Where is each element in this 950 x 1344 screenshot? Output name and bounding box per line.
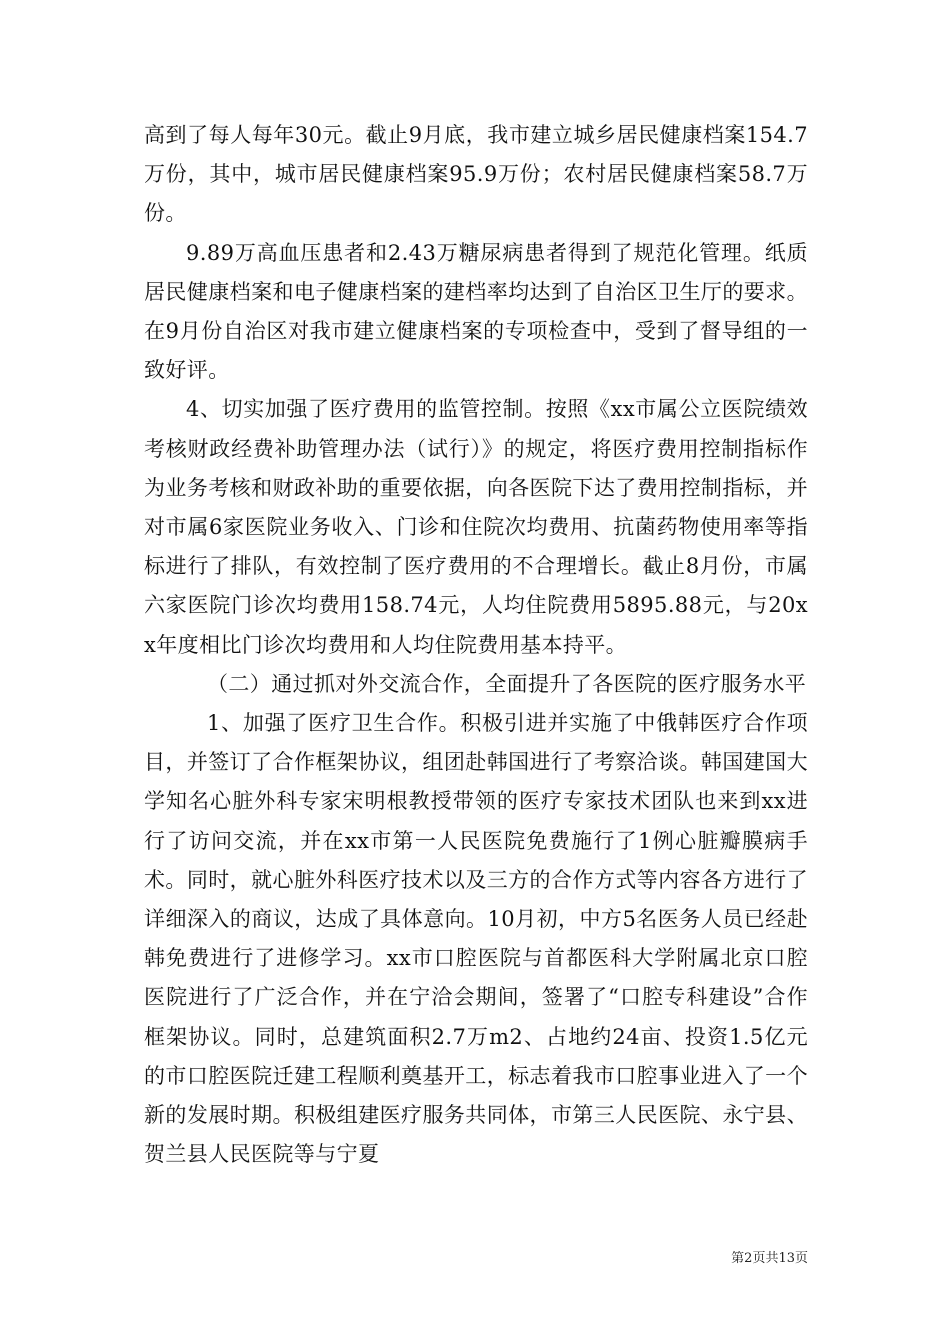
section-heading: （二）通过抓对外交流合作，全面提升了各医院的医疗服务水平 [207,671,807,696]
paragraph-cost-control: 4、切实加强了医疗费用的监管控制。按照《xx市属公立医院绩效考核财政经费补助管理办法（试行）》的规定，将医疗费用控制指标作为业务考核和财政补助的重要依据，向各医院下达了费用控制指标，并对市属6家医院业务收入、门诊和住院次均费用、抗菌药物使用率等指标进行了排队，有效控制了医疗费用的不合理增长。截止8月份，市属六家医院门诊次均费用158.74元，人均住院费用5895.88元，与20xx年度相比门诊次均费用和人均住院费用基本持平。 [144,397,808,657]
page-number: 第2页共13页 [731,1251,808,1266]
paragraph-health-records: 9.89万高血压患者和2.43万糖尿病患者得到了规范化管理。纸质居民健康档案和电子健康档案的建档率均达到了自治区卫生厅的要求。在9月份自治区对我市建立健康档案的专项检查中，受到了督导组的一致好评。 [144,240,808,383]
paragraph-cooperation: 1、加强了医疗卫生合作。积极引进并实施了中俄韩医疗合作项目，并签订了合作框架协议，组团赴韩国进行了考察洽谈。韩国建国大学知名心脏外科专家宋明根教授带领的医疗专家技术团队也来到xx进行了访问交流，并在xx市第一人民医院免费施行了1例心脏瓣膜病手术。同时，就心脏外科医疗技术以及三方的合作方式等内容各方进行了详细深入的商议，达成了具体意向。10月初，中方5名医务人员已经赴韩免费进行了进修学习。xx市口腔医院与首都医科大学附属北京口腔医院进行了广泛合作，并在宁洽会期间，签署了“口腔专科建设”合作框架协议。同时，总建筑面积2.7万m2、占地约24亩、投资1.5亿元的市口腔医院迁建工程顺利奠基开工，标志着我市口腔事业进入了一个新的发展时期。积极组建医疗服务共同体，市第三人民医院、永宁县、贺兰县人民医院等与宁夏 [144,711,808,1167]
paragraph-continuation: 高到了每人每年30元。截止9月底，我市建立城乡居民健康档案154.7万份，其中，城市居民健康档案95.9万份；农村居民健康档案58.7万份。 [144,123,808,226]
document-body [144,116,808,1174]
